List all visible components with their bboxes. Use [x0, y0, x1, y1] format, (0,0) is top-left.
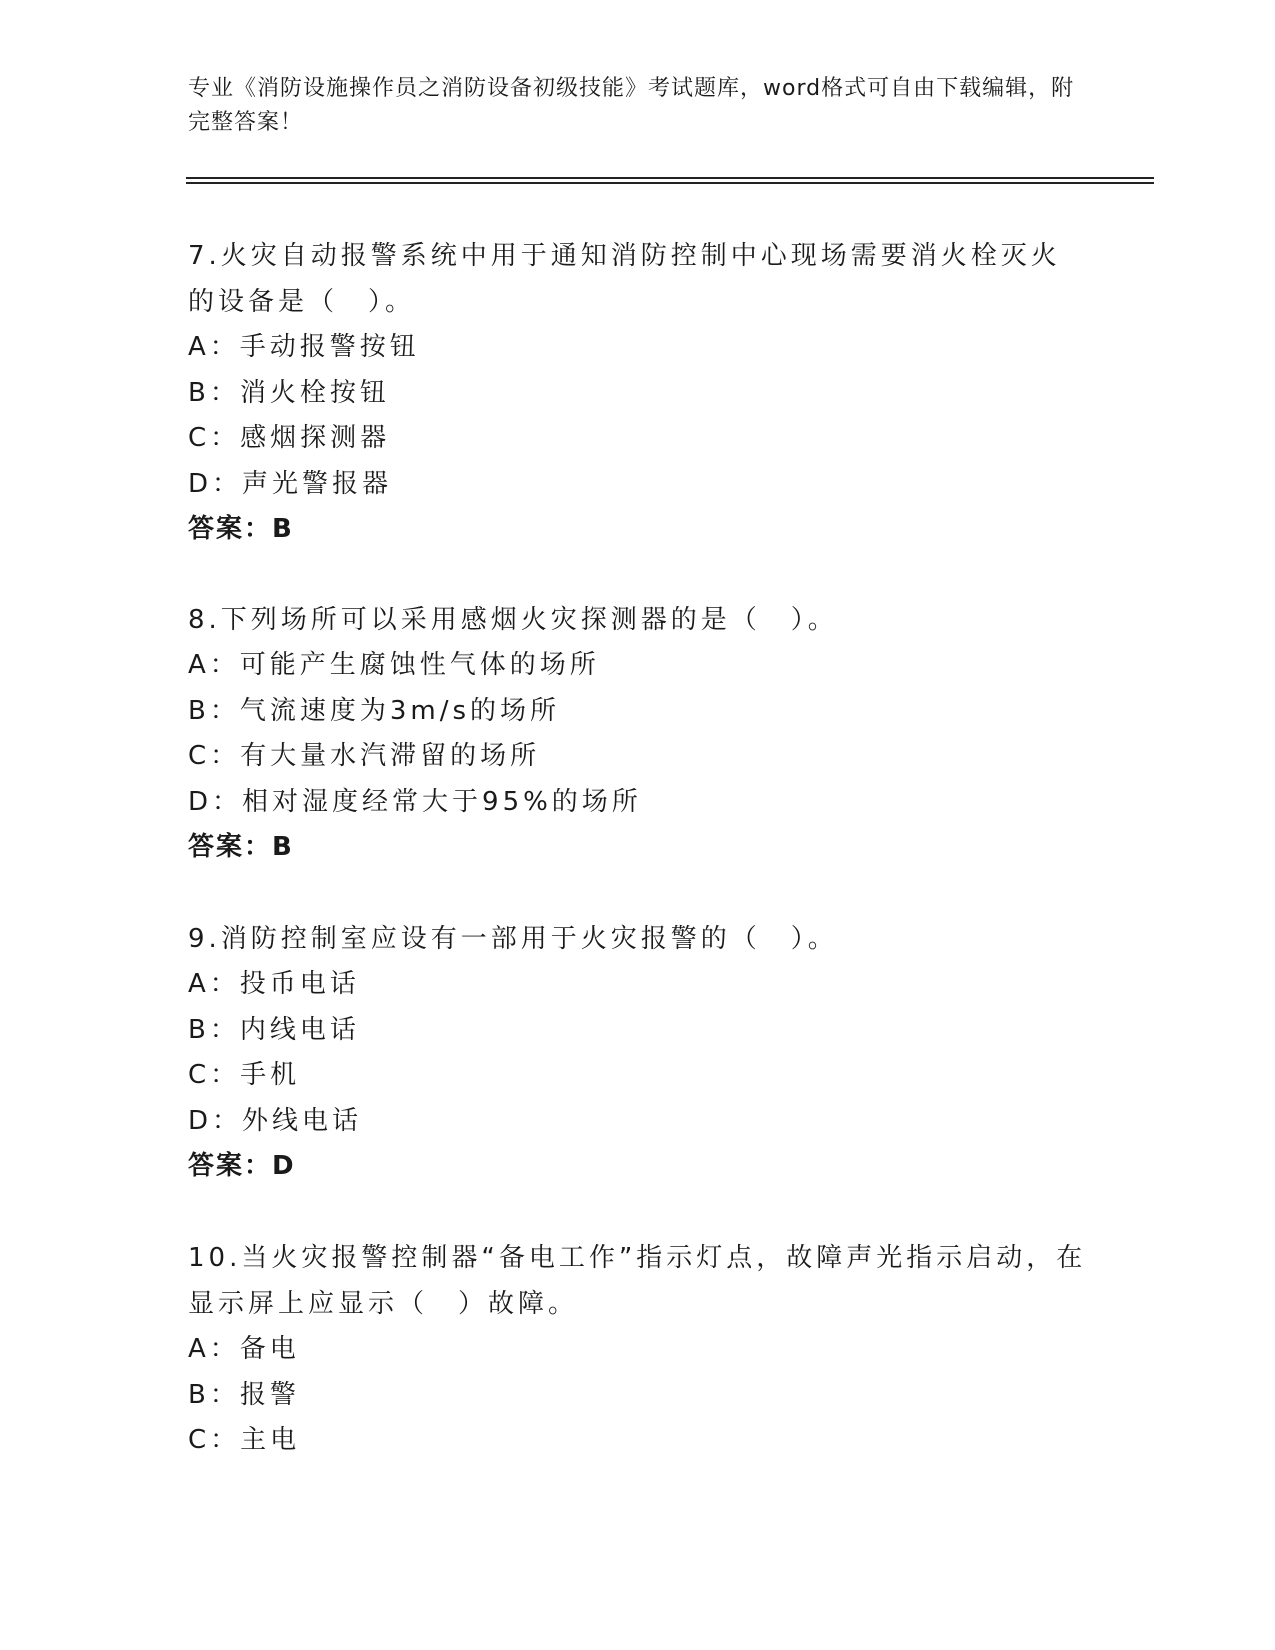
option-d: D：外线电话	[188, 1105, 363, 1136]
option-b: B：内线电话	[188, 1014, 360, 1045]
option-b: B：气流速度为3m/s的场所	[188, 695, 561, 726]
question-10	[188, 1235, 1088, 1464]
question-stem: 9.消防控制室应设有一部用于火灾报警的（ ）。	[188, 924, 838, 954]
question-stem: 7.火灾自动报警系统中用于通知消防控制中心现场需要消火栓灭火的设备是（ ）。	[188, 241, 1061, 317]
document-header: 专业《消防设施操作员之消防设备初级技能》考试题库，word格式可自由下载编辑，附完整答案！	[188, 76, 1075, 135]
answer-label: 答案：B	[188, 514, 294, 544]
question-stem: 8.下列场所可以采用感烟火灾探测器的是（ ）。	[188, 605, 838, 635]
option-d: D：相对湿度经常大于95%的场所	[188, 786, 642, 817]
answer-label: 答案：B	[188, 832, 294, 862]
answer-label: 答案：D	[188, 1151, 296, 1181]
option-c: C：手机	[188, 1060, 301, 1090]
option-a: A：投币电话	[188, 969, 360, 999]
option-a: A：手动报警按钮	[188, 332, 420, 362]
option-c: C：主电	[188, 1425, 301, 1455]
option-a: A：可能产生腐蚀性气体的场所	[188, 650, 600, 680]
question-stem: 10.当火灾报警控制器“备电工作”指示灯点，故障声光指示启动，在显示屏上应显示（ ）故障。	[188, 1243, 1087, 1319]
option-b: B：消火栓按钮	[188, 377, 390, 408]
option-c: C：感烟探测器	[188, 423, 391, 453]
question-9	[188, 916, 1088, 1190]
question-8	[188, 597, 1088, 871]
option-b: B：报警	[188, 1379, 300, 1410]
option-c: C：有大量水汽滞留的场所	[188, 741, 541, 771]
header-divider-bottom	[186, 182, 1154, 184]
question-7	[188, 233, 1088, 553]
option-a: A：备电	[188, 1334, 300, 1364]
header-divider-top	[186, 177, 1154, 179]
option-d: D：声光警报器	[188, 468, 393, 499]
